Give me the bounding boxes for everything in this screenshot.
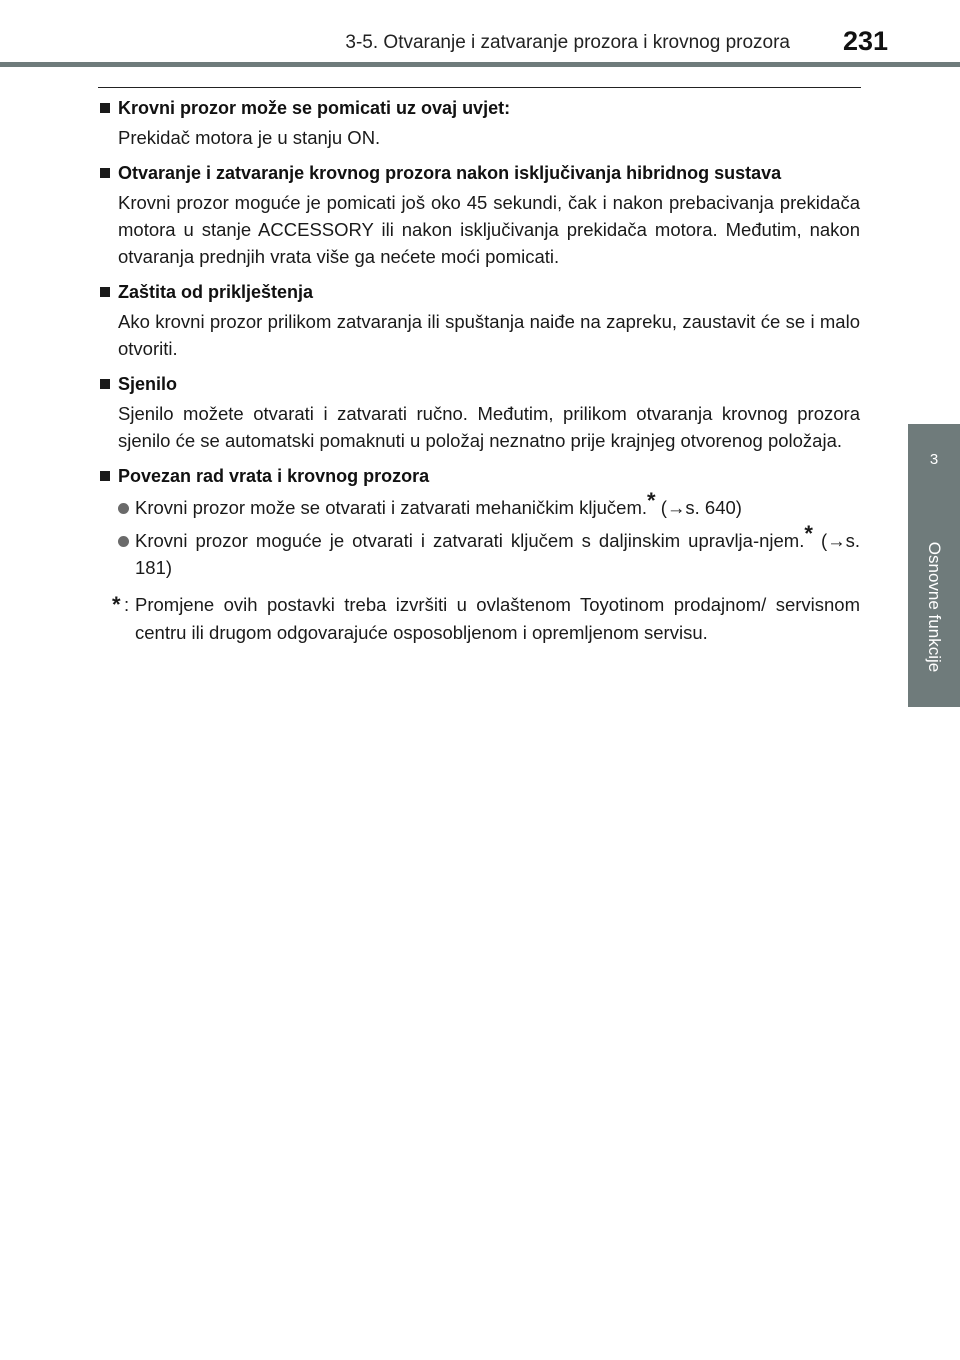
section-heading-text: Sjenilo <box>118 374 178 394</box>
section-body: Sjenilo možete otvarati i zatvarati ručno. Međutim, prilikom otvaranja krovnog prozora sjenilo će se automatski pomaknuti u položaj neznatno prije krajnjeg otvorenog položaja. <box>118 403 860 451</box>
page-content <box>98 96 860 647</box>
page-reference: (→s. 181) <box>135 530 861 578</box>
section-heading <box>98 280 860 304</box>
square-bullet-icon <box>100 287 110 297</box>
list-item <box>98 488 860 521</box>
chapter-label: Osnovne funkcije <box>925 541 944 673</box>
footnote-colon: : <box>124 594 130 615</box>
section-jam-protection <box>98 280 860 362</box>
list-item-text: Krovni prozor moguće je otvarati i zatvarati ključem s daljinskim upravlja-njem. <box>135 530 805 551</box>
header-band <box>0 62 960 67</box>
section-heading <box>98 96 860 120</box>
footnote-star: * <box>647 488 656 513</box>
list-item <box>98 521 861 581</box>
square-bullet-icon <box>100 168 110 178</box>
round-bullet-icon <box>118 536 129 547</box>
section-body: Krovni prozor moguće je pomicati još oko 45 sekundi, čak i nakon prebacivanja prekidača motora u stanje ACCESSORY ili nakon isključivanja prekidača motora. Međutim, nakon otvaranja prednjih vrata više ga nećete moći pomicati. <box>118 192 860 267</box>
section-heading <box>98 464 860 488</box>
footnote-mark: * <box>112 592 121 617</box>
section-after-shutdown <box>98 161 860 270</box>
chapter-tab <box>908 424 960 507</box>
section-body: Ako krovni prozor prilikom zatvaranja ili spuštanja naiđe na zapreku, zaustavit će se i malo otvoriti. <box>118 311 860 359</box>
section-heading-text: Otvaranje i zatvaranje krovnog prozora nakon isključivanja hibridnog sustava <box>118 163 782 183</box>
section-heading-text: Zaštita od priklještenja <box>118 282 314 302</box>
section-heading-text: Krovni prozor može se pomicati uz ovaj uvjet: <box>118 98 511 118</box>
section-heading-text: Povezan rad vrata i krovnog prozora <box>118 466 430 486</box>
section-body: Prekidač motora je u stanju ON. <box>118 127 381 148</box>
section-condition <box>98 96 860 151</box>
page-reference: (→s. 640) <box>660 497 742 518</box>
section-sunshade <box>98 372 860 454</box>
round-bullet-icon <box>118 503 129 514</box>
list-item-text: Krovni prozor može se otvarati i zatvarati mehaničkim ključem. <box>135 497 648 518</box>
section-heading <box>98 372 860 396</box>
section-heading <box>98 161 860 185</box>
chapter-title: 3-5. Otvaranje i zatvaranje prozora i krovnog prozora <box>345 32 790 53</box>
section-linked-operation <box>98 464 860 581</box>
footnote-text: Promjene ovih postavki treba izvršiti u ovlaštenom Toyotinom prodajnom/ servisnom centru ili drugom odgovarajuće osposobljenom i opremljenom servisu. <box>135 594 860 643</box>
square-bullet-icon <box>100 379 110 389</box>
chapter-label-box <box>908 507 960 707</box>
footnote-star: * <box>804 521 813 546</box>
top-rule <box>98 87 861 88</box>
square-bullet-icon <box>100 103 110 113</box>
square-bullet-icon <box>100 471 110 481</box>
chapter-tab-number: 3 <box>929 451 939 468</box>
page-header <box>0 0 960 70</box>
page-number: 231 <box>842 26 888 56</box>
footnote <box>98 591 860 647</box>
